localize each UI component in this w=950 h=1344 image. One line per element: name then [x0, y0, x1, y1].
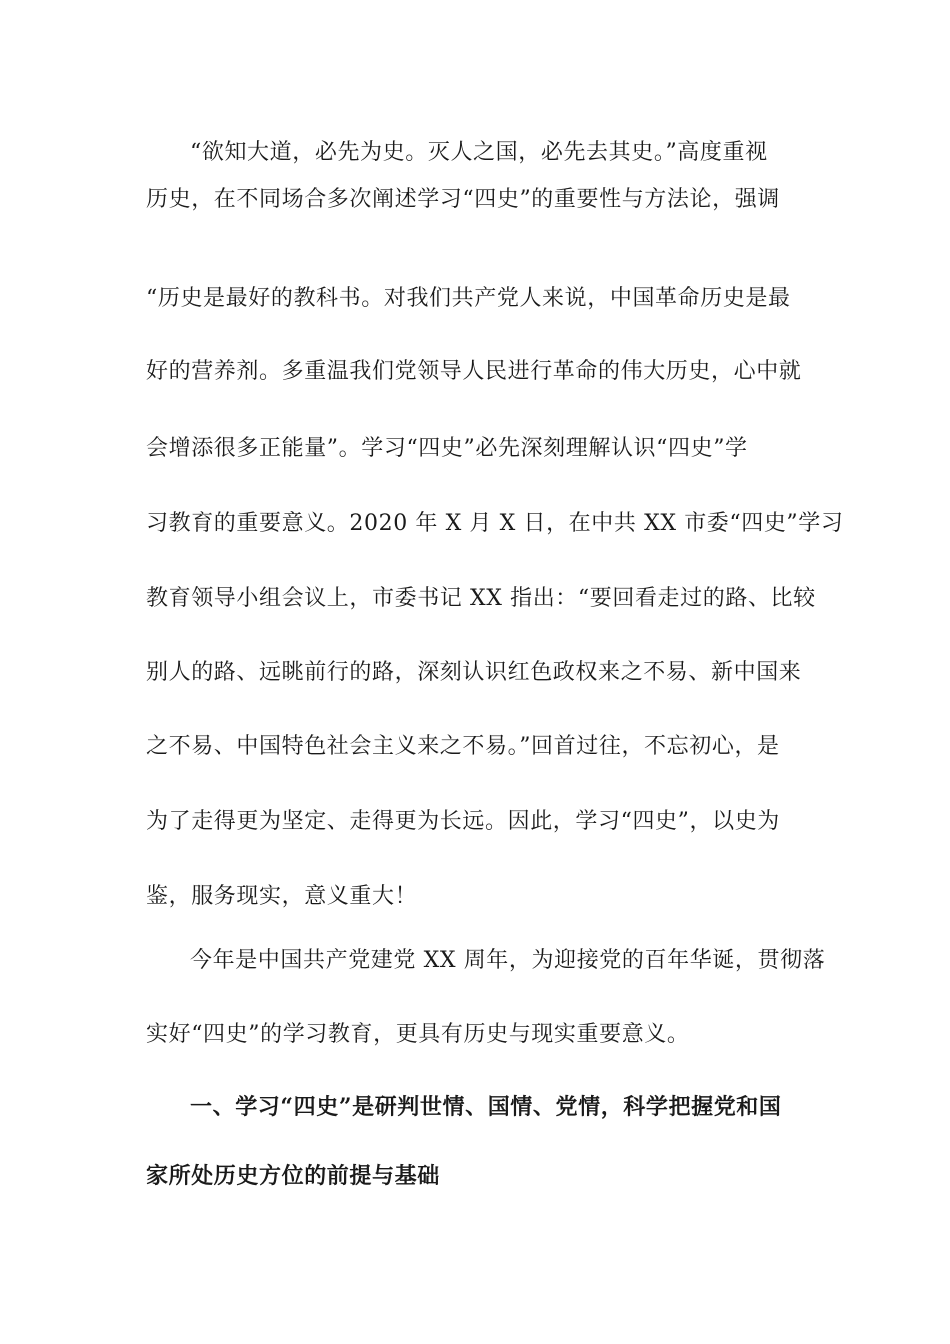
paragraph-line: 之不易、中国特色社会主义来之不易。”回首过往，不忘初心，是 [146, 734, 780, 759]
paragraph-line: 习教育的重要意义。2020 年 X 月 X 日，在中共 XX 市委“四史”学习 [146, 511, 844, 536]
paragraph-line: 历史，在不同场合多次阐述学习“四史”的重要性与方法论，强调 [146, 187, 780, 212]
paragraph-line: “欲知大道，必先为史。灭人之国，必先去其史。”高度重视 [190, 140, 768, 165]
paragraph-line: 鉴，服务现实，意义重大！ [146, 884, 418, 909]
heading-line: 一、学习“四史”是研判世情、国情、党情，科学把握党和国 [190, 1094, 782, 1120]
heading-line: 家所处历史方位的前提与基础 [146, 1163, 440, 1189]
paragraph-line: 教育领导小组会议上，市委书记 XX 指出：“要回看走过的路、比较 [146, 586, 816, 611]
paragraph-line: 好的营养剂。多重温我们党领导人民进行革命的伟大历史，心中就 [146, 359, 802, 384]
paragraph-line: 别人的路、远眺前行的路，深刻认识红色政权来之不易、新中国来 [146, 660, 802, 685]
paragraph-line: “历史是最好的教科书。对我们共产党人来说，中国革命历史是最 [146, 286, 791, 311]
paragraph-line: 会增添很多正能量”。学习“四史”必先深刻理解认识“四史”学 [146, 436, 748, 461]
paragraph-line: 为了走得更为坚定、走得更为长远。因此，学习“四史”，以史为 [146, 809, 780, 834]
paragraph-line: 今年是中国共产党建党 XX 周年，为迎接党的百年华诞，贯彻落 [190, 948, 826, 973]
paragraph-line: 实好“四史”的学习教育，更具有历史与现实重要意义。 [146, 1022, 690, 1047]
